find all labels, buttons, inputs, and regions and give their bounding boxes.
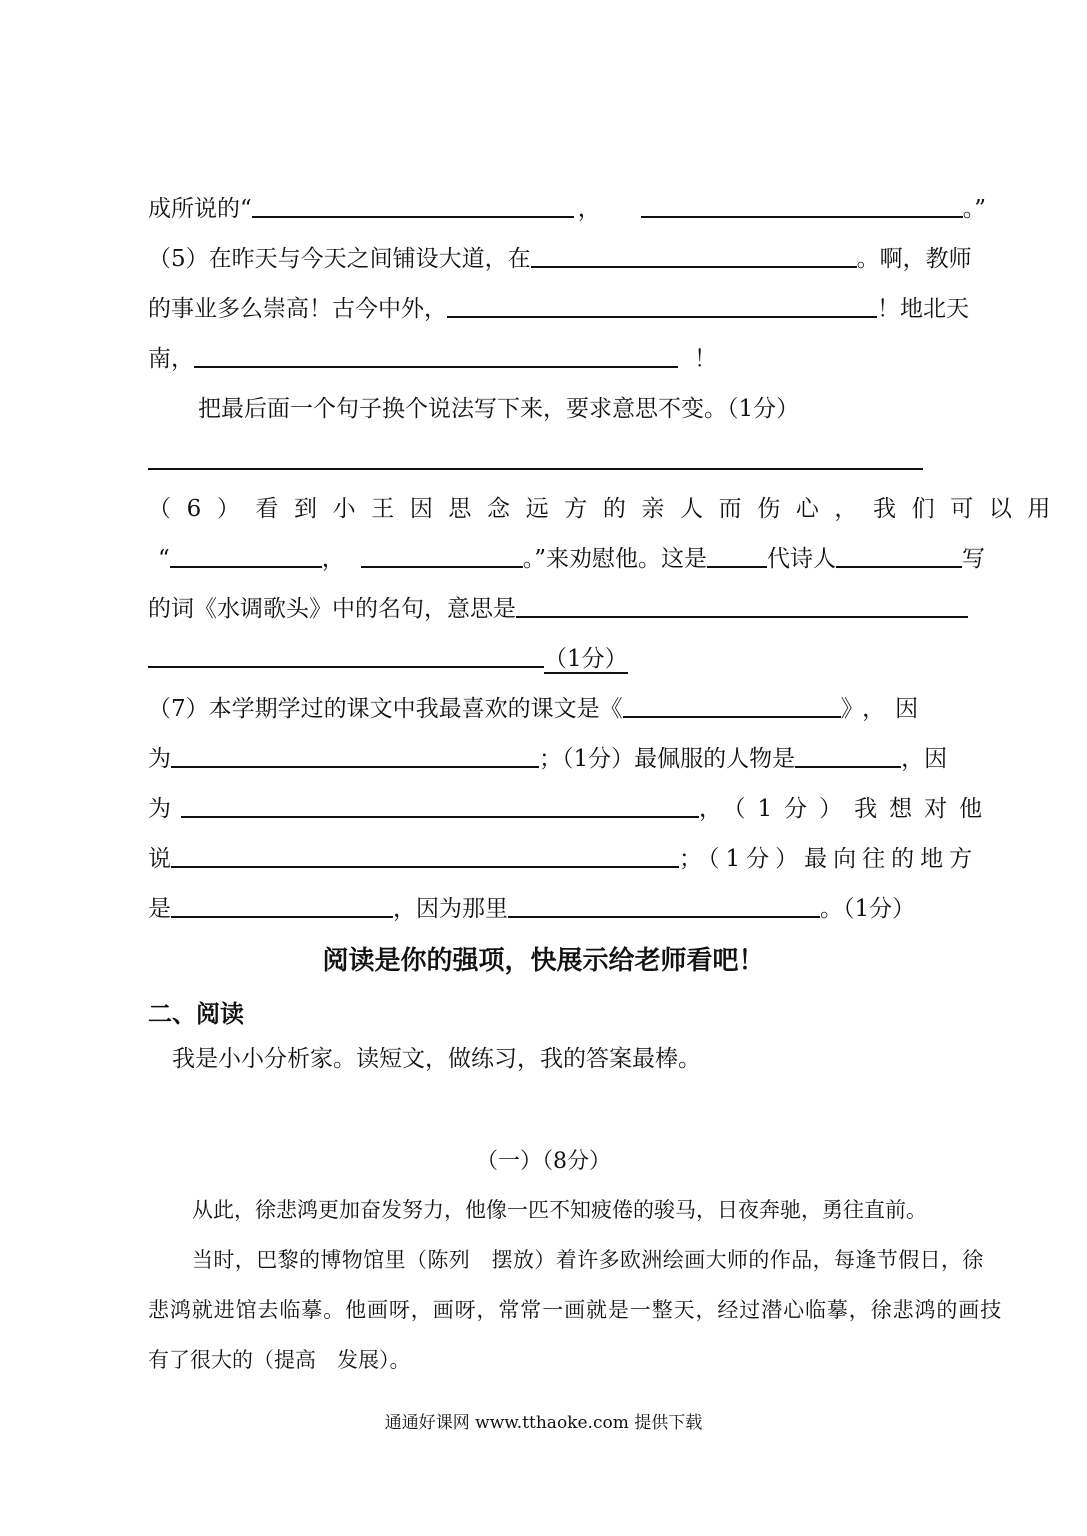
passage-paragraph-2-line-1: 当时，巴黎的博物馆里（陈列 摆放）着许多欧洲绘画大师的作品，每逢节假日，徐: [192, 1248, 984, 1272]
answer-blank[interactable]: [252, 194, 574, 218]
page-footer: 通通好课网 www.tthaoke.com 提供下载: [384, 1413, 703, 1433]
q6-line1: （6）看到小王因思念远方的亲人而伤心，我们可以用: [148, 496, 1067, 522]
answer-blank[interactable]: [194, 344, 678, 368]
q5-line3: 南， ！: [148, 346, 717, 372]
section-heading: 二、阅读: [148, 1000, 244, 1028]
section-intro: 我是小小分析家。读短文，做练习，我的答案最棒。: [172, 1046, 701, 1072]
q6-line3: 的词《水调歌头》中的名句，意思是: [148, 594, 968, 624]
q7-line3: 为 ，（1分）我想对他: [148, 796, 995, 822]
answer-blank[interactable]: [171, 844, 679, 868]
answer-line[interactable]: [148, 468, 923, 470]
q7-line4: 说 ；（1分）最向往的地方: [148, 846, 979, 872]
answer-blank[interactable]: [531, 244, 857, 268]
answer-blank[interactable]: [641, 194, 963, 218]
q5-instruction: 把最后面一个句子换个说法写下来，要求意思不变。（1分）: [198, 396, 800, 422]
answer-blank[interactable]: [836, 544, 962, 568]
answer-blank[interactable]: [171, 744, 539, 768]
answer-blank[interactable]: [707, 544, 767, 568]
q6-line2: “ ， 。”来劝慰他。这是 代诗人 写: [158, 546, 986, 572]
answer-blank[interactable]: [508, 894, 820, 918]
q7-line1: （7）本学期学过的课文中我最喜欢的课文是《 》，因: [148, 696, 929, 722]
passage-paragraph-2-line-2: 悲鸿就进馆去临摹。他画呀，画呀，常常一画就是一整天，经过潜心临摹，徐悲鸿的画技: [148, 1298, 1003, 1322]
answer-blank[interactable]: [148, 644, 544, 668]
answer-blank[interactable]: [516, 594, 968, 618]
q6-line4: （1分）: [148, 644, 628, 674]
answer-blank[interactable]: [170, 544, 322, 568]
answer-blank[interactable]: [361, 544, 523, 568]
encouragement-banner: 阅读是你的强项，快展示给老师看吧！: [322, 946, 765, 976]
passage-title: （一）（8分）: [476, 1149, 611, 1174]
answer-blank[interactable]: [795, 744, 901, 768]
q5-line1: （5）在昨天与今天之间铺设大道，在 。啊，教师: [148, 246, 972, 272]
answer-blank[interactable]: [623, 694, 841, 718]
answer-blank[interactable]: [447, 294, 877, 318]
answer-blank[interactable]: [181, 794, 699, 818]
q7-line2: 为 ；（1分）最佩服的人物是 ，因: [148, 746, 948, 772]
passage-paragraph-1: 从此，徐悲鸿更加奋发努力，他像一匹不知疲倦的骏马，日夜奔驰，勇往直前。: [192, 1198, 927, 1222]
q7-line5: 是 ，因为那里 。（1分）: [148, 896, 916, 922]
q4-tail-line: 成所说的“ ， 。”: [148, 196, 987, 222]
passage-paragraph-2-line-3: 有了很大的（提高 发展）。: [148, 1348, 411, 1372]
q5-line2: 的事业多么崇高！古今中外， ！地北天: [148, 296, 969, 322]
answer-blank[interactable]: [171, 894, 393, 918]
